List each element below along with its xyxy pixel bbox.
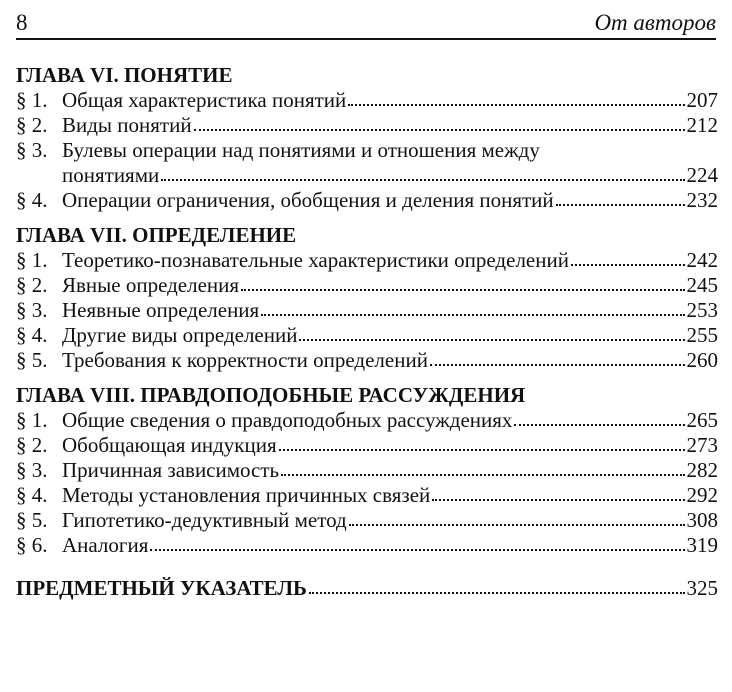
section-page: 260 [686,348,718,372]
section-number: § 2. [16,273,48,297]
toc-entry[interactable] [16,188,718,213]
section-page: 212 [686,113,718,137]
section-page: 273 [686,433,718,457]
section-title: Другие виды определений [62,323,298,347]
toc-entry[interactable] [16,433,718,458]
dot-leader [514,409,684,427]
toc-entry[interactable] [16,88,718,113]
section-number: § 6. [16,533,48,557]
toc-entry[interactable] [16,248,718,273]
dot-leader [150,534,684,552]
toc-entry[interactable] [16,458,718,483]
toc-entry-continuation[interactable] [16,163,718,188]
dot-leader [161,164,684,182]
section-number: § 4. [16,323,48,347]
toc-entry-subject-index[interactable] [16,576,718,601]
dot-leader [348,89,684,107]
dot-leader [349,509,685,527]
section-page: 319 [686,533,718,557]
section-page: 255 [686,323,718,347]
section-page: 207 [686,88,718,112]
section-title: Операции ограничения, обобщения и деления понятий [62,188,554,212]
section-page: 245 [686,273,718,297]
dot-leader [261,299,684,317]
toc-entry-first-line[interactable] [16,138,718,163]
section-page: 242 [686,248,718,272]
section-number: § 5. [16,348,48,372]
running-head [16,8,716,40]
toc-entry[interactable] [16,348,718,373]
section-page: 232 [686,188,718,212]
section-title: Требования к корректности определений [62,348,428,372]
section-page: 265 [686,408,718,432]
section-title: Гипотетико-дедуктивный метод [62,508,347,532]
dot-leader [281,459,684,477]
chapter-heading-6: ГЛАВА VI. ПОНЯТИЕ [16,63,233,87]
section-title: Аналогия [62,533,149,557]
section-number: § 3. [16,138,48,162]
dot-leader [279,434,685,452]
section-title-line2: понятиями [62,163,160,187]
section-number: § 4. [16,483,48,507]
dot-leader [432,484,684,502]
section-page: 253 [686,298,718,322]
table-of-contents [16,62,718,601]
toc-entry[interactable] [16,483,718,508]
section-page: 308 [686,508,718,532]
section-title: Общие сведения о правдоподобных рассуждениях [62,408,513,432]
subject-index-title: ПРЕДМЕТНЫЙ УКАЗАТЕЛЬ [16,576,307,600]
dot-leader [571,249,685,267]
running-title: От авторов [594,10,716,35]
dot-leader [194,114,685,132]
subject-index-page: 325 [686,576,718,600]
section-title: Причинная зависимость [62,458,280,482]
page-number: 8 [16,10,28,35]
dot-leader [299,324,684,342]
toc-entry[interactable] [16,408,718,433]
section-page: 282 [686,458,718,482]
section-number: § 3. [16,298,48,322]
section-number: § 3. [16,458,48,482]
toc-entry[interactable] [16,113,718,138]
section-title: Обобщающая индукция [62,433,277,457]
section-page: 224 [686,163,718,187]
dot-leader [241,274,684,292]
dot-leader [430,349,685,367]
section-title: Методы установления причинных связей [62,483,431,507]
section-number: § 1. [16,88,48,112]
section-number: § 5. [16,508,48,532]
toc-entry[interactable] [16,298,718,323]
section-title: Теоретико-познавательные характеристики определений [62,248,569,272]
section-number: § 2. [16,113,48,137]
section-title: Общая характеристика понятий [62,88,347,112]
chapter-heading-8: ГЛАВА VIII. ПРАВДОПОДОБНЫЕ РАССУЖДЕНИЯ [16,383,526,407]
toc-entry[interactable] [16,273,718,298]
section-title: Явные определения [62,273,240,297]
section-number: § 1. [16,408,48,432]
section-number: § 4. [16,188,48,212]
dot-leader [309,577,685,595]
section-title: Виды понятий [62,113,192,137]
section-title-line1: Булевы операции над понятиями и отношения между [62,138,540,162]
dot-leader [556,189,685,207]
toc-entry[interactable] [16,508,718,533]
section-title: Неявные определения [62,298,260,322]
chapter-heading-7: ГЛАВА VII. ОПРЕДЕЛЕНИЕ [16,223,297,247]
section-page: 292 [686,483,718,507]
section-number: § 2. [16,433,48,457]
toc-entry[interactable] [16,323,718,348]
toc-entry[interactable] [16,533,718,558]
section-number: § 1. [16,248,48,272]
